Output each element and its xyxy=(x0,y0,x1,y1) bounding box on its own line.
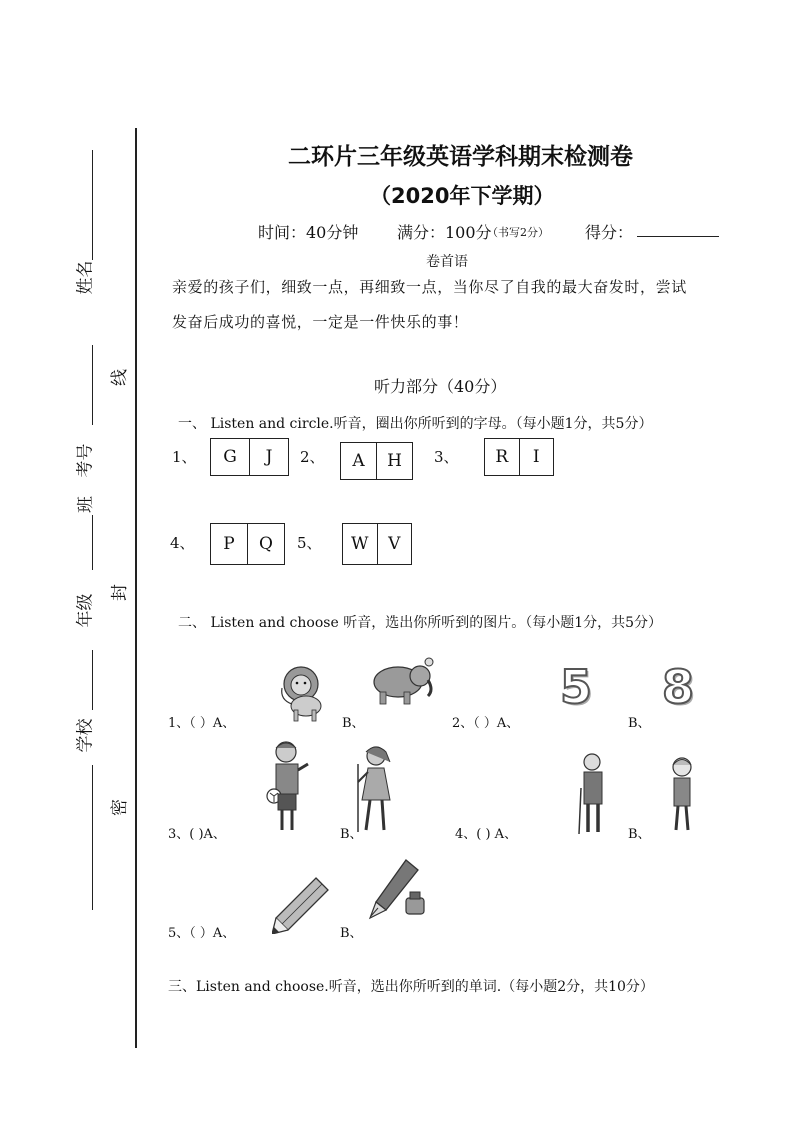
item-number: 5、 xyxy=(297,534,322,552)
seal-char-line: 线 xyxy=(110,369,130,386)
full-score-info: 满分：100分 xyxy=(397,223,492,242)
item-number: 2、 xyxy=(300,448,325,466)
name-underline xyxy=(92,150,93,260)
class-underline xyxy=(92,515,93,570)
letter-option[interactable]: R xyxy=(495,447,509,467)
school-underline xyxy=(92,765,93,910)
preface-line-1: 亲爱的孩子们，细致一点，再细致一点，当你尽了自我的最大奋发时，尝试 xyxy=(172,278,687,296)
grandma-icon[interactable] xyxy=(664,756,698,832)
writing-note: （书写2分） xyxy=(487,226,549,239)
exam-subtitle: （2020年下学期） xyxy=(370,184,555,208)
letter-option[interactable]: H xyxy=(376,443,412,479)
score-blank xyxy=(637,236,719,237)
letter-box xyxy=(210,523,285,565)
elephant-icon[interactable] xyxy=(368,656,436,706)
pen-icon[interactable] xyxy=(366,858,428,930)
option-b-label: B、 xyxy=(342,716,365,731)
grandpa-icon[interactable] xyxy=(576,752,610,836)
item-number: 1、 xyxy=(172,448,197,466)
question-prefix: 1、（ ）A、 xyxy=(168,716,236,731)
boy-with-ball-icon[interactable] xyxy=(264,740,310,836)
letter-box xyxy=(342,523,412,565)
letter-box xyxy=(340,442,413,480)
exam-no-underline xyxy=(92,345,93,425)
letter-option[interactable]: V xyxy=(377,524,412,564)
number-five-icon[interactable]: 5 xyxy=(560,660,593,714)
question-prefix: 4、( ) A、 xyxy=(455,827,518,842)
option-b-label: B、 xyxy=(628,827,651,842)
grade-underline xyxy=(92,650,93,710)
question-prefix: 2、（ ）A、 xyxy=(452,716,520,731)
letter-option[interactable]: A xyxy=(352,451,365,471)
pencil-icon[interactable] xyxy=(272,874,332,934)
option-b-label: B、 xyxy=(628,716,651,731)
letter-option[interactable]: J xyxy=(249,439,288,475)
class-label: 班 xyxy=(76,496,96,513)
binding-line xyxy=(135,128,137,1048)
seal-char-seal: 封 xyxy=(110,584,130,601)
letter-box xyxy=(484,438,554,476)
exam-title: 二环片三年级英语学科期末检测卷 xyxy=(288,144,633,170)
section1-title: 一、 Listen and circle.听音，圈出你所听到的字母。（每小题1分，共5分） xyxy=(178,416,653,432)
section3-title: 三、Listen and choose.听音，选出你所听到的单词.（每小题2分，共10分） xyxy=(168,979,654,995)
letter-option[interactable]: W xyxy=(351,534,369,554)
school-label: 学校 xyxy=(75,718,96,753)
letter-option[interactable]: P xyxy=(223,534,235,554)
name-label: 姓名 xyxy=(75,260,96,295)
option-b-label: B、 xyxy=(340,926,363,941)
letter-box xyxy=(210,438,289,476)
question-prefix: 3、( )A、 xyxy=(168,827,226,842)
letter-option[interactable]: I xyxy=(519,439,554,475)
exam-no-label: 考号 xyxy=(75,443,96,478)
time-info: 时间：40分钟 xyxy=(258,223,359,242)
seal-char-secret: 密 xyxy=(110,799,130,816)
item-number: 4、 xyxy=(170,534,195,552)
number-eight-icon[interactable]: 8 xyxy=(662,660,695,714)
question-prefix: 5、（ ）A、 xyxy=(168,926,236,941)
score-label: 得分： xyxy=(585,223,634,242)
preface-line-2: 发奋后成功的喜悦，一定是一件快乐的事！ xyxy=(172,313,469,331)
item-number: 3、 xyxy=(434,448,459,466)
option-b-label: B、 xyxy=(340,827,363,842)
listening-heading: 听力部分（40分） xyxy=(374,377,507,396)
section2-title: 二、 Listen and choose 听音，选出你所听到的图片。（每小题1分，共5分） xyxy=(178,615,663,631)
letter-option[interactable]: G xyxy=(223,447,237,467)
letter-option[interactable]: Q xyxy=(247,524,284,564)
lion-icon[interactable] xyxy=(276,664,326,722)
preface-heading: 卷首语 xyxy=(426,254,468,270)
grade-label: 年级 xyxy=(75,593,96,628)
